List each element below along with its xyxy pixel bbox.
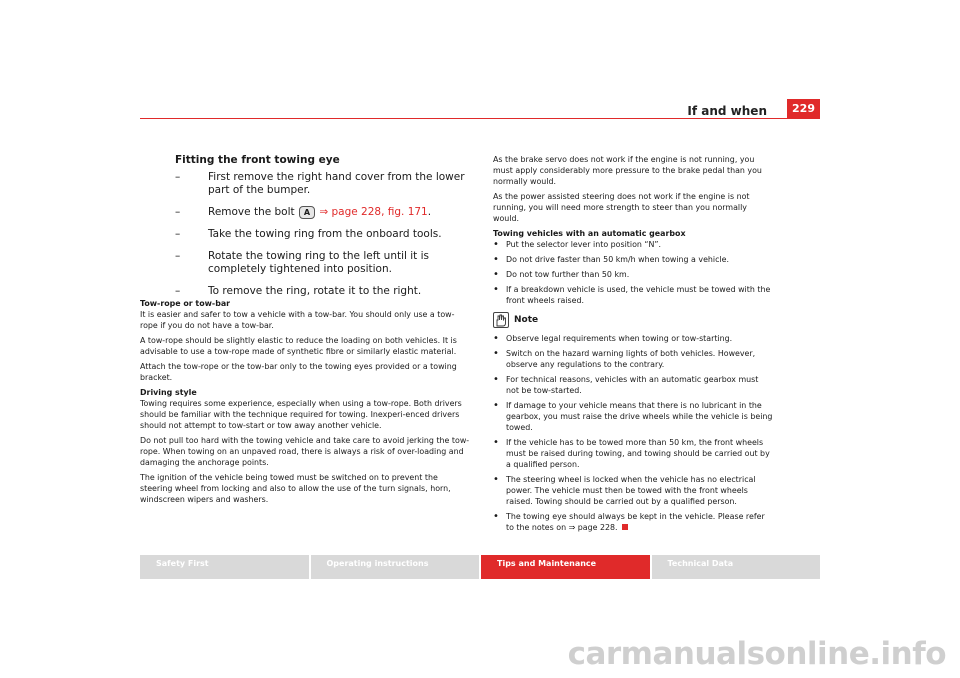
paragraph: Do not pull too hard with the towing vehicle and take care to avoid jerking the tow-rope. When towing on an unpaved road, there is always a risk of over-loading and damaging the anchorage points. [140,436,470,467]
page-reference-link[interactable]: ⇒ page 228, fig. 171 [319,206,428,218]
tab-technical-data[interactable]: Technical Data [652,555,821,579]
bullet-item: • If the vehicle has to be towed more than 50 km, the front wheels must be raised during towing, and towing should be carried out by a qualified person. [493,437,773,470]
section-end-marker [622,524,628,530]
step-item-bolt: – Remove the bolt A ⇒ page 228, fig. 171. [175,206,475,219]
watermark: carmanualsonline.info [567,636,946,672]
note-header [493,312,773,328]
fitting-heading: Fitting the front towing eye [175,154,340,166]
tab-operating-instructions[interactable]: Operating instructions [311,555,480,579]
bullet-item: • Put the selector lever into position “N”. [493,239,773,250]
bullet-item: • For technical reasons, vehicles with an automatic gearbox must not be tow-started. [493,374,773,396]
driving-style-heading: Driving style [140,388,197,397]
header-rule [140,118,820,119]
fitting-section [175,154,475,307]
paragraph: As the power assisted steering does not work if the engine is not running, you will need more strength to steer than you normally would. [493,192,750,223]
paragraph: It is easier and safer to tow a vehicle with a tow-bar. You should only use a tow-rope if you do not have a tow-bar. [140,310,455,330]
step-item: – Take the towing ring from the onboard tools. [175,228,475,241]
paragraph: As the brake servo does not work if the engine is not running, you must apply considerably more pressure to the brake pedal than you normally would. [493,155,762,186]
paragraph: The ignition of the vehicle being towed must be switched on to prevent the steering wheel from locking and also to allow the use of the turn signals, horn, windscreen wipers and washers. [140,473,451,504]
note-title: Note [514,314,539,325]
bullet-item: • The steering wheel is locked when the vehicle has no electrical power. The vehicle must then be towed with the front wheels raised. Towing should be carried out by a qualified person. [493,474,773,507]
bullet-item: • Switch on the hazard warning lights of both vehicles. However, observe any regulations to the contrary. [493,348,773,370]
paragraph: Towing requires some experience, especially when using a tow-rope. Both drivers should be familiar with the technique required for towing. Inexperi-enced drivers should not attempt to tow-start or tow away another vehicle. [140,399,462,430]
bullet-item-last: • The towing eye should always be kept in the vehicle. Please refer to the notes on ⇒ page 228. [493,511,773,533]
note-icon [493,312,509,328]
tab-tips-and-maintenance[interactable]: Tips and Maintenance [481,555,650,579]
towrope-heading: Tow-rope or tow-bar [140,299,231,308]
step-item: – First remove the right hand cover from the lower part of the bumper. [175,171,475,197]
bullet-item: • Observe legal requirements when towing or tow-starting. [493,333,773,344]
tab-safety-first[interactable]: Safety First [140,555,309,579]
callout-a-badge: A [299,206,315,219]
step-item: – To remove the ring, rotate it to the right. [175,285,475,298]
page-number: 229 [787,99,820,118]
bullet-item: • If a breakdown vehicle is used, the vehicle must be towed with the front wheels raised. [493,284,773,306]
page-header-title: If and when [687,104,767,118]
paragraph: Attach the tow-rope or the tow-bar only to the towing eyes provided or a towing bracket. [140,362,457,382]
footer-nav [140,555,820,579]
automatic-gearbox-heading: Towing vehicles with an automatic gearbox [493,229,686,238]
bullet-item: • Do not tow further than 50 km. [493,269,773,280]
bullet-item: • Do not drive faster than 50 km/h when towing a vehicle. [493,254,773,265]
bullet-item: • If damage to your vehicle means that there is no lubricant in the gearbox, you must raise the drive wheels while the vehicle is being towed. [493,400,773,433]
paragraph: A tow-rope should be slightly elastic to reduce the loading on both vehicles. It is advisable to use a tow-rope made of synthetic fibre or similarly elastic material. [140,336,457,356]
right-column [493,154,773,537]
step-item: – Rotate the towing ring to the left until it is completely tightened into position. [175,250,475,276]
towing-guidance [140,298,472,509]
